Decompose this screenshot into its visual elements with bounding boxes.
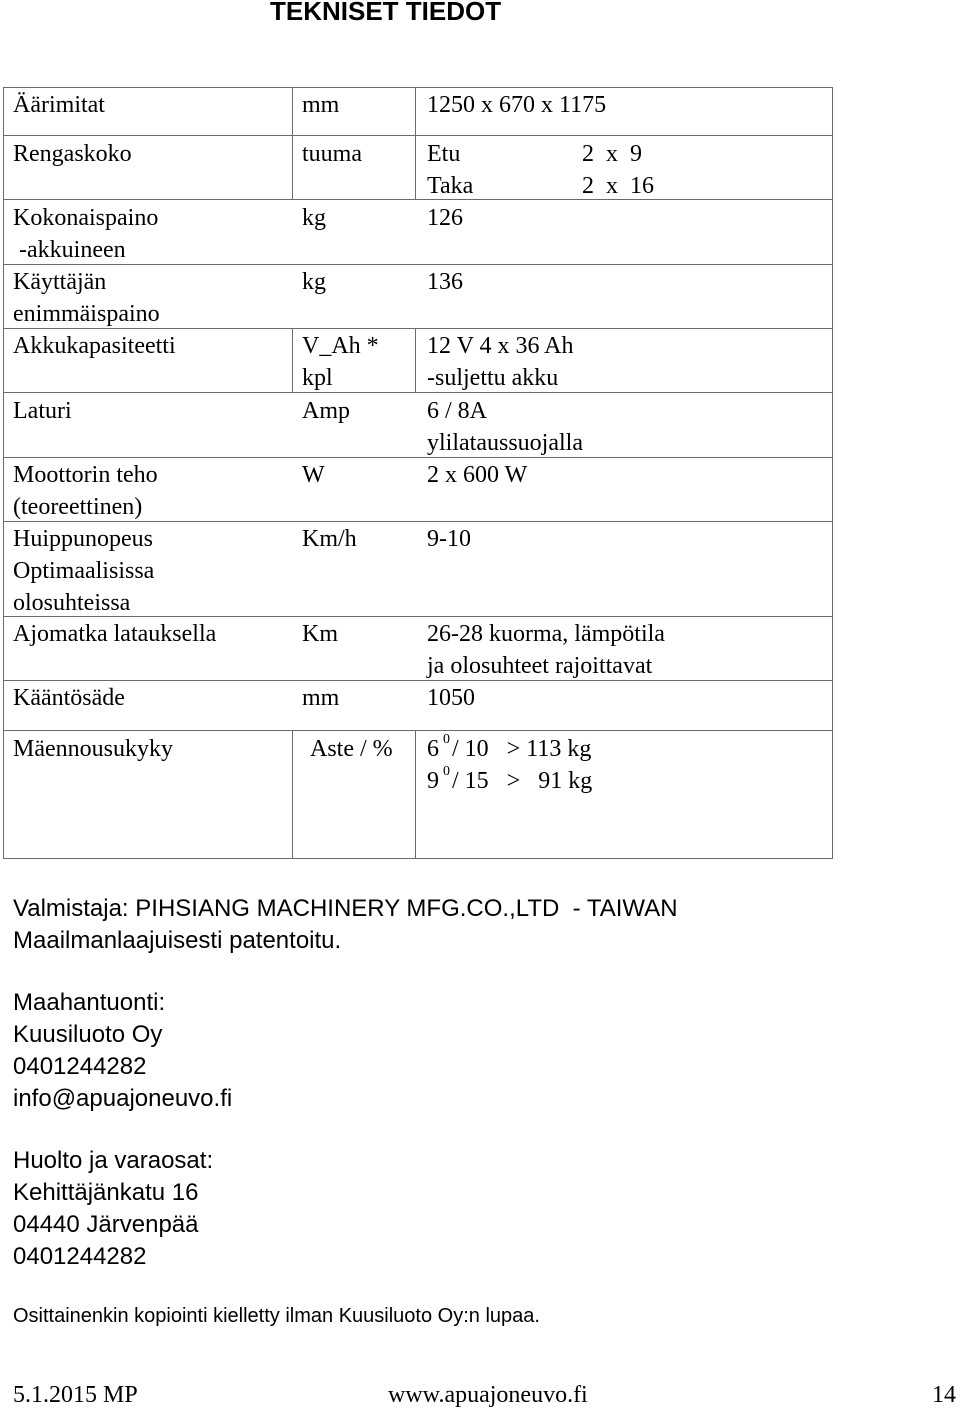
footer-website: www.apuajoneuvo.fi	[388, 1382, 588, 1408]
row-value: 136	[427, 269, 463, 295]
table-border	[415, 87, 416, 200]
row-label: enimmäispaino	[13, 301, 160, 327]
table-border	[4, 392, 833, 393]
table-border	[832, 87, 833, 859]
slope-value-line-2: 9 $^0$/ 15 > 91 kg	[427, 764, 593, 794]
row-unit: mm	[302, 92, 340, 118]
row-unit: Km/h	[302, 526, 357, 552]
patent-line: Maailmanlaajuisesti patentoitu.	[13, 927, 342, 954]
row-unit: kpl	[302, 365, 333, 391]
table-border	[3, 87, 4, 859]
row-value: 1250 x 670 x 1175	[427, 92, 607, 118]
row-value: 126	[427, 205, 463, 231]
row-label: (teoreettinen)	[13, 494, 143, 520]
importer-phone: 0401244282	[13, 1053, 147, 1080]
row-unit: Aste / %	[310, 736, 393, 762]
importer-heading: Maahantuonti:	[13, 989, 166, 1016]
row-label: Äärimitat	[13, 92, 105, 118]
row-label: Optimaalisissa	[13, 558, 155, 584]
row-unit: tuuma	[302, 141, 362, 167]
footer-date: 5.1.2015 MP	[13, 1382, 138, 1408]
row-value: 2 x 16	[582, 173, 654, 199]
row-label: Huippunopeus	[13, 526, 153, 552]
row-value: 6 / 8A	[427, 398, 487, 424]
row-value: -suljettu akku	[427, 365, 559, 391]
manufacturer-line: Valmistaja: PIHSIANG MACHINERY MFG.CO.,LTD - TAIWAN	[13, 895, 678, 922]
service-heading: Huolto ja varaosat:	[13, 1147, 214, 1174]
service-phone: 0401244282	[13, 1243, 147, 1270]
table-border	[292, 730, 293, 859]
row-label: Akkukapasiteetti	[13, 333, 176, 359]
row-unit: V_Ah *	[302, 333, 379, 359]
table-border	[4, 87, 833, 88]
copyright-notice: Osittainenkin kopiointi kielletty ilman Kuusiluoto Oy:n lupaa.	[13, 1305, 540, 1327]
table-border	[4, 858, 833, 859]
row-label: Ajomatka latauksella	[13, 621, 217, 647]
row-label: Mäennousukyky	[13, 736, 173, 762]
table-border	[4, 199, 833, 200]
row-unit: kg	[302, 205, 326, 231]
row-value: Taka	[427, 173, 474, 199]
table-border	[4, 680, 833, 681]
table-border	[4, 457, 833, 458]
service-city: 04440 Järvenpää	[13, 1211, 199, 1238]
row-label: Moottorin teho	[13, 462, 158, 488]
row-unit: W	[302, 462, 325, 488]
row-value: 9-10	[427, 526, 471, 552]
table-border	[292, 87, 293, 200]
row-unit: kg	[302, 269, 326, 295]
row-label: olosuhteissa	[13, 590, 131, 616]
table-border	[415, 730, 416, 859]
slope-value-line-1: 6 $^0$/ 10 > 113 kg	[427, 732, 592, 762]
importer-email: info@apuajoneuvo.fi	[13, 1085, 233, 1112]
row-label: Kääntösäde	[13, 685, 125, 711]
row-value: 1050	[427, 685, 475, 711]
table-border	[415, 328, 416, 393]
row-label: Käyttäjän	[13, 269, 107, 295]
row-value: ylilataussuojalla	[427, 430, 583, 456]
degree-superscript: 0	[443, 764, 450, 779]
row-label: Kokonaispaino	[13, 205, 159, 231]
importer-company: Kuusiluoto Oy	[13, 1021, 163, 1048]
row-unit: Amp	[302, 398, 350, 424]
row-unit: Km	[302, 621, 338, 647]
table-border	[4, 264, 833, 265]
row-value: Etu	[427, 141, 461, 167]
table-border	[4, 730, 833, 731]
page-title: TEKNISET TIEDOT	[270, 0, 502, 26]
row-value: 2 x 600 W	[427, 462, 528, 488]
row-label: Rengaskoko	[13, 141, 132, 167]
row-value: 2 x 9	[582, 141, 642, 167]
service-street: Kehittäjänkatu 16	[13, 1179, 199, 1206]
row-value: 26-28 kuorma, lämpötila	[427, 621, 665, 647]
table-border	[292, 328, 293, 393]
table-border	[4, 135, 833, 136]
row-label: -akkuineen	[13, 237, 126, 263]
row-value: 12 V 4 x 36 Ah	[427, 333, 574, 359]
row-label: Laturi	[13, 398, 72, 424]
row-unit: mm	[302, 685, 340, 711]
row-value: ja olosuhteet rajoittavat	[427, 653, 653, 679]
footer-page-number: 14	[932, 1382, 956, 1408]
degree-superscript: 0	[443, 732, 450, 747]
